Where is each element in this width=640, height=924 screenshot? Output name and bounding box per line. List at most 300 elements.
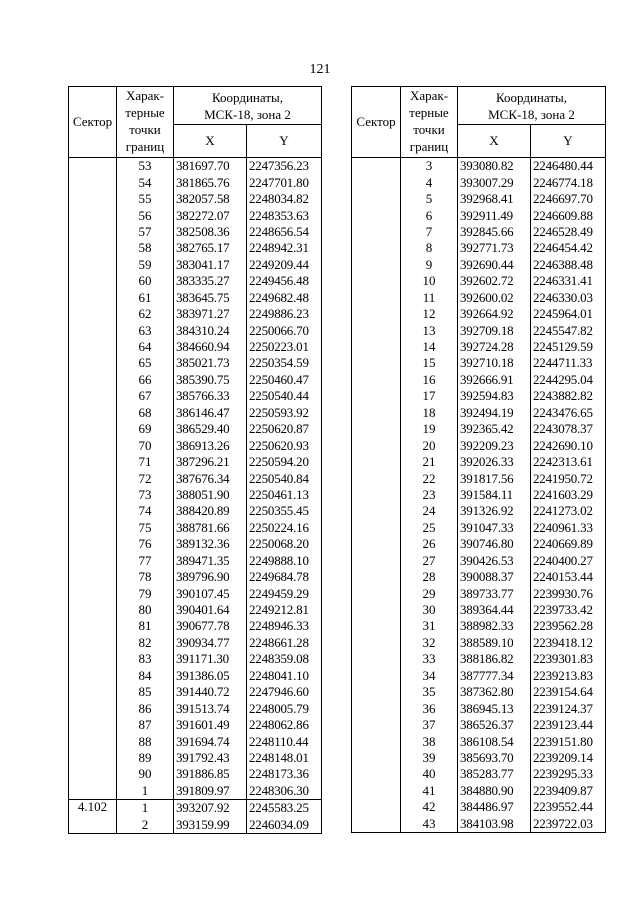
point-cell: 57 (117, 224, 174, 240)
point-cell: 64 (117, 339, 174, 355)
header-coords-line: МСК-18, зона 2 (204, 106, 291, 122)
table-row (352, 816, 606, 833)
x-coordinate-cell: 392664.92 (458, 306, 531, 322)
sector-cell (69, 224, 117, 240)
x-coordinate-cell: 391886.85 (174, 766, 247, 782)
page-number: 121 (309, 62, 331, 77)
header-char-line: терные (125, 105, 165, 120)
x-coordinate-cell: 384660.94 (174, 339, 247, 355)
point-cell: 17 (401, 388, 458, 404)
table-row (69, 322, 322, 338)
header-sector: Сектор (352, 87, 401, 158)
y-coordinate-cell: 2248041.10 (247, 668, 322, 684)
sector-cell (69, 372, 117, 388)
point-cell: 11 (401, 290, 458, 306)
x-coordinate-cell: 391047.33 (458, 520, 531, 536)
x-coordinate-cell: 384103.98 (458, 816, 531, 833)
point-cell: 67 (117, 388, 174, 404)
point-cell: 16 (401, 372, 458, 388)
point-cell: 55 (117, 191, 174, 207)
point-cell: 87 (117, 717, 174, 733)
point-cell: 78 (117, 569, 174, 585)
y-coordinate-cell: 2246454.42 (531, 240, 606, 256)
sector-cell (69, 322, 117, 338)
header-char-line: границ (409, 139, 449, 154)
x-coordinate-cell: 387362.80 (458, 684, 531, 700)
x-coordinate-cell: 390746.80 (458, 536, 531, 552)
y-coordinate-cell: 2250540.44 (247, 388, 322, 404)
point-cell: 37 (401, 717, 458, 733)
table-row (69, 339, 322, 355)
y-coordinate-cell: 2241950.72 (531, 470, 606, 486)
y-coordinate-cell: 2247356.23 (247, 158, 322, 175)
x-coordinate-cell: 388982.33 (458, 618, 531, 634)
point-cell: 7 (401, 224, 458, 240)
x-coordinate-cell: 392724.28 (458, 339, 531, 355)
point-cell: 6 (401, 207, 458, 223)
sector-cell (69, 454, 117, 470)
y-coordinate-cell: 2239124.37 (531, 700, 606, 716)
x-coordinate-cell: 392911.49 (458, 207, 531, 223)
header-coordinates (458, 87, 606, 125)
x-coordinate-cell: 389796.90 (174, 569, 247, 585)
sector-cell (352, 783, 401, 799)
x-coordinate-cell: 390401.64 (174, 602, 247, 618)
header-char-line: Харак- (409, 88, 449, 103)
table-row (352, 372, 606, 388)
point-cell: 62 (117, 306, 174, 322)
table-row (352, 799, 606, 815)
x-coordinate-cell: 382057.58 (174, 191, 247, 207)
table-row (69, 750, 322, 766)
sector-cell (69, 585, 117, 601)
sector-cell (352, 240, 401, 256)
x-coordinate-cell: 391694.74 (174, 733, 247, 749)
sector-cell (69, 668, 117, 684)
sector-cell (352, 372, 401, 388)
y-coordinate-cell: 2246330.03 (531, 290, 606, 306)
sector-cell (69, 290, 117, 306)
sector-cell (69, 421, 117, 437)
sector-cell (352, 618, 401, 634)
sector-cell (352, 635, 401, 651)
table-row (69, 355, 322, 371)
sector-cell (69, 405, 117, 421)
sector-cell (352, 520, 401, 536)
y-coordinate-cell: 2239295.33 (531, 766, 606, 782)
y-coordinate-cell: 2247701.80 (247, 174, 322, 190)
sector-cell (69, 207, 117, 223)
coordinates-table-left (68, 86, 322, 834)
table-row (352, 339, 606, 355)
y-coordinate-cell: 2250223.01 (247, 339, 322, 355)
y-coordinate-cell: 2246034.09 (247, 817, 322, 834)
y-coordinate-cell: 2243476.65 (531, 405, 606, 421)
x-coordinate-cell: 389364.44 (458, 602, 531, 618)
x-coordinate-cell: 387777.34 (458, 668, 531, 684)
table-row (69, 421, 322, 437)
table-row (352, 635, 606, 651)
table-row (69, 224, 322, 240)
point-cell: 66 (117, 372, 174, 388)
x-coordinate-cell: 392600.02 (458, 290, 531, 306)
header-char-line: границ (125, 139, 165, 154)
sector-cell (69, 651, 117, 667)
table-row (352, 733, 606, 749)
point-cell: 61 (117, 290, 174, 306)
sector-cell (352, 174, 401, 190)
point-cell: 71 (117, 454, 174, 470)
point-cell: 3 (401, 158, 458, 175)
y-coordinate-cell: 2249459.29 (247, 585, 322, 601)
y-coordinate-cell: 2240961.33 (531, 520, 606, 536)
sector-cell (352, 487, 401, 503)
y-coordinate-cell: 2244711.33 (531, 355, 606, 371)
table-row (352, 405, 606, 421)
y-coordinate-cell: 2249456.48 (247, 273, 322, 289)
point-cell: 9 (401, 257, 458, 273)
sector-cell (69, 487, 117, 503)
sector-cell (352, 191, 401, 207)
table-row (352, 273, 606, 289)
point-cell: 89 (117, 750, 174, 766)
x-coordinate-cell: 392209.23 (458, 437, 531, 453)
x-coordinate-cell: 383971.27 (174, 306, 247, 322)
x-coordinate-cell: 388420.89 (174, 503, 247, 519)
point-cell: 43 (401, 816, 458, 833)
table-row (69, 536, 322, 552)
sector-cell (69, 766, 117, 782)
y-coordinate-cell: 2249212.81 (247, 602, 322, 618)
sector-cell (352, 816, 401, 833)
y-coordinate-cell: 2243882.82 (531, 388, 606, 404)
x-coordinate-cell: 391792.43 (174, 750, 247, 766)
x-coordinate-cell: 384310.24 (174, 322, 247, 338)
x-coordinate-cell: 389471.35 (174, 553, 247, 569)
x-coordinate-cell: 392594.83 (458, 388, 531, 404)
point-cell: 18 (401, 405, 458, 421)
sector-cell (352, 651, 401, 667)
y-coordinate-cell: 2249886.23 (247, 306, 322, 322)
x-coordinate-cell: 388781.66 (174, 520, 247, 536)
y-coordinate-cell: 2239213.83 (531, 668, 606, 684)
y-coordinate-cell: 2246528.49 (531, 224, 606, 240)
sector-cell (69, 339, 117, 355)
table-row (352, 388, 606, 404)
sector-cell (352, 257, 401, 273)
sector-cell (69, 158, 117, 175)
x-coordinate-cell: 392365.42 (458, 421, 531, 437)
table-row (69, 700, 322, 716)
table-row (69, 257, 322, 273)
table-row (69, 684, 322, 700)
header-coords-line: МСК-18, зона 2 (488, 106, 575, 122)
table-row (69, 290, 322, 306)
table-row (69, 651, 322, 667)
x-coordinate-cell: 391817.56 (458, 470, 531, 486)
sector-cell (352, 799, 401, 815)
x-coordinate-cell: 385693.70 (458, 750, 531, 766)
table-row (69, 240, 322, 256)
x-coordinate-cell: 391171.30 (174, 651, 247, 667)
table-row (69, 487, 322, 503)
x-coordinate-cell: 382508.36 (174, 224, 247, 240)
point-cell: 65 (117, 355, 174, 371)
y-coordinate-cell: 2239123.44 (531, 717, 606, 733)
point-cell: 58 (117, 240, 174, 256)
point-cell: 35 (401, 684, 458, 700)
sector-cell (69, 733, 117, 749)
sector-cell (352, 388, 401, 404)
point-cell: 12 (401, 306, 458, 322)
header-char-line: точки (129, 122, 161, 137)
x-coordinate-cell: 393080.82 (458, 158, 531, 175)
x-coordinate-cell: 390677.78 (174, 618, 247, 634)
table-row (69, 733, 322, 749)
point-cell: 30 (401, 602, 458, 618)
table-row (69, 273, 322, 289)
point-cell: 73 (117, 487, 174, 503)
x-coordinate-cell: 388589.10 (458, 635, 531, 651)
table-row (69, 470, 322, 486)
point-cell: 38 (401, 733, 458, 749)
x-coordinate-cell: 392026.33 (458, 454, 531, 470)
point-cell: 63 (117, 322, 174, 338)
table-row (352, 487, 606, 503)
sector-cell (352, 158, 401, 175)
table-row (352, 257, 606, 273)
table-row (69, 405, 322, 421)
table-row (352, 158, 606, 175)
sector-cell (352, 355, 401, 371)
y-coordinate-cell: 2248062.86 (247, 717, 322, 733)
y-coordinate-cell: 2239562.28 (531, 618, 606, 634)
x-coordinate-cell: 391440.72 (174, 684, 247, 700)
table-row (352, 503, 606, 519)
sector-cell (352, 470, 401, 486)
table-row (352, 240, 606, 256)
sector-cell (69, 191, 117, 207)
point-cell: 14 (401, 339, 458, 355)
point-cell: 70 (117, 437, 174, 453)
header-sector: Сектор (69, 87, 117, 158)
table-row (352, 684, 606, 700)
x-coordinate-cell: 386913.26 (174, 437, 247, 453)
table-row (69, 668, 322, 684)
sector-cell (69, 503, 117, 519)
table-row (352, 437, 606, 453)
x-coordinate-cell: 386108.54 (458, 733, 531, 749)
point-cell: 27 (401, 553, 458, 569)
header-char-line: точки (413, 122, 445, 137)
point-cell: 15 (401, 355, 458, 371)
point-cell: 83 (117, 651, 174, 667)
point-cell: 53 (117, 158, 174, 175)
header-coords-line: Координаты, (496, 89, 567, 105)
table-row (69, 766, 322, 782)
point-cell: 79 (117, 585, 174, 601)
sector-cell (352, 684, 401, 700)
sector-cell (352, 437, 401, 453)
sector-cell (69, 717, 117, 733)
sector-cell (69, 569, 117, 585)
table-body-right (352, 158, 606, 833)
x-coordinate-cell: 393207.92 (174, 800, 247, 817)
point-cell: 69 (117, 421, 174, 437)
y-coordinate-cell: 2246388.48 (531, 257, 606, 273)
table-row (352, 668, 606, 684)
table-row (69, 800, 322, 817)
point-cell: 85 (117, 684, 174, 700)
sector-cell (69, 536, 117, 552)
y-coordinate-cell: 2248359.08 (247, 651, 322, 667)
table-row (352, 421, 606, 437)
sector-cell (69, 437, 117, 453)
x-coordinate-cell: 385390.75 (174, 372, 247, 388)
x-coordinate-cell: 391809.97 (174, 783, 247, 800)
point-cell: 34 (401, 668, 458, 684)
table-row (69, 602, 322, 618)
table-row (69, 388, 322, 404)
x-coordinate-cell: 392968.41 (458, 191, 531, 207)
header-char-line: Харак- (125, 88, 165, 103)
x-coordinate-cell: 386526.37 (458, 717, 531, 733)
table-row (352, 191, 606, 207)
header-characteristic-points (117, 87, 174, 158)
y-coordinate-cell: 2249209.44 (247, 257, 322, 273)
y-coordinate-cell: 2245547.82 (531, 322, 606, 338)
sector-cell (352, 717, 401, 733)
table-row (69, 372, 322, 388)
y-coordinate-cell: 2250620.93 (247, 437, 322, 453)
table-row (352, 766, 606, 782)
y-coordinate-cell: 2243078.37 (531, 421, 606, 437)
sector-cell (69, 355, 117, 371)
x-coordinate-cell: 381865.76 (174, 174, 247, 190)
x-coordinate-cell: 384486.97 (458, 799, 531, 815)
x-coordinate-cell: 389132.36 (174, 536, 247, 552)
table-row (69, 569, 322, 585)
x-coordinate-cell: 391386.05 (174, 668, 247, 684)
table-row (69, 817, 322, 834)
point-cell: 19 (401, 421, 458, 437)
table-row (352, 306, 606, 322)
x-coordinate-cell: 393159.99 (174, 817, 247, 834)
x-coordinate-cell: 391584.11 (458, 487, 531, 503)
x-coordinate-cell: 392709.18 (458, 322, 531, 338)
sector-cell (69, 635, 117, 651)
point-cell: 20 (401, 437, 458, 453)
x-coordinate-cell: 386945.13 (458, 700, 531, 716)
x-coordinate-cell: 388186.82 (458, 651, 531, 667)
x-coordinate-cell: 387296.21 (174, 454, 247, 470)
point-cell: 88 (117, 733, 174, 749)
point-cell: 25 (401, 520, 458, 536)
point-cell: 59 (117, 257, 174, 273)
y-coordinate-cell: 2239151.80 (531, 733, 606, 749)
sector-cell (352, 306, 401, 322)
table-row (352, 290, 606, 306)
x-coordinate-cell: 393007.29 (458, 174, 531, 190)
point-cell: 31 (401, 618, 458, 634)
y-coordinate-cell: 2239301.83 (531, 651, 606, 667)
y-coordinate-cell: 2240153.44 (531, 569, 606, 585)
y-coordinate-cell: 2239733.42 (531, 602, 606, 618)
x-coordinate-cell: 392666.91 (458, 372, 531, 388)
point-cell: 90 (117, 766, 174, 782)
sector-cell (69, 700, 117, 716)
sector-cell: 4.102 (69, 800, 117, 817)
y-coordinate-cell: 2239154.64 (531, 684, 606, 700)
y-coordinate-cell: 2250066.70 (247, 322, 322, 338)
x-coordinate-cell: 386146.47 (174, 405, 247, 421)
header-char-line: терные (409, 105, 449, 120)
y-coordinate-cell: 2250460.47 (247, 372, 322, 388)
x-coordinate-cell: 384880.90 (458, 783, 531, 799)
point-cell: 42 (401, 799, 458, 815)
x-coordinate-cell: 390107.45 (174, 585, 247, 601)
y-coordinate-cell: 2248005.79 (247, 700, 322, 716)
table-row (69, 585, 322, 601)
y-coordinate-cell: 2250594.20 (247, 454, 322, 470)
table-row (69, 618, 322, 634)
point-cell: 24 (401, 503, 458, 519)
table-row (69, 717, 322, 733)
sector-cell (352, 569, 401, 585)
x-coordinate-cell: 390088.37 (458, 569, 531, 585)
point-cell: 22 (401, 470, 458, 486)
y-coordinate-cell: 2248148.01 (247, 750, 322, 766)
point-cell: 80 (117, 602, 174, 618)
sector-cell (352, 750, 401, 766)
y-coordinate-cell: 2248942.31 (247, 240, 322, 256)
point-cell: 13 (401, 322, 458, 338)
sector-cell (352, 503, 401, 519)
point-cell: 84 (117, 668, 174, 684)
y-coordinate-cell: 2246480.44 (531, 158, 606, 175)
sector-cell (352, 602, 401, 618)
y-coordinate-cell: 2240669.89 (531, 536, 606, 552)
x-coordinate-cell: 392602.72 (458, 273, 531, 289)
point-cell: 32 (401, 635, 458, 651)
coordinates-table-right (351, 86, 606, 833)
y-coordinate-cell: 2240400.27 (531, 553, 606, 569)
sector-cell (69, 553, 117, 569)
x-coordinate-cell: 392690.44 (458, 257, 531, 273)
sector-cell (69, 618, 117, 634)
y-coordinate-cell: 2245964.01 (531, 306, 606, 322)
y-coordinate-cell: 2248656.54 (247, 224, 322, 240)
y-coordinate-cell: 2239722.03 (531, 816, 606, 833)
table-row (352, 717, 606, 733)
x-coordinate-cell: 386529.40 (174, 421, 247, 437)
x-coordinate-cell: 392845.66 (458, 224, 531, 240)
y-coordinate-cell: 2250355.45 (247, 503, 322, 519)
y-coordinate-cell: 2246609.88 (531, 207, 606, 223)
y-coordinate-cell: 2246331.41 (531, 273, 606, 289)
y-coordinate-cell: 2248353.63 (247, 207, 322, 223)
sector-cell (69, 817, 117, 834)
point-cell: 1 (117, 800, 174, 817)
y-coordinate-cell: 2250593.92 (247, 405, 322, 421)
table-row (352, 618, 606, 634)
table-row (352, 783, 606, 799)
y-coordinate-cell: 2248946.33 (247, 618, 322, 634)
sector-cell (352, 207, 401, 223)
y-coordinate-cell: 2248173.36 (247, 766, 322, 782)
table-row (352, 585, 606, 601)
x-coordinate-cell: 381697.70 (174, 158, 247, 175)
